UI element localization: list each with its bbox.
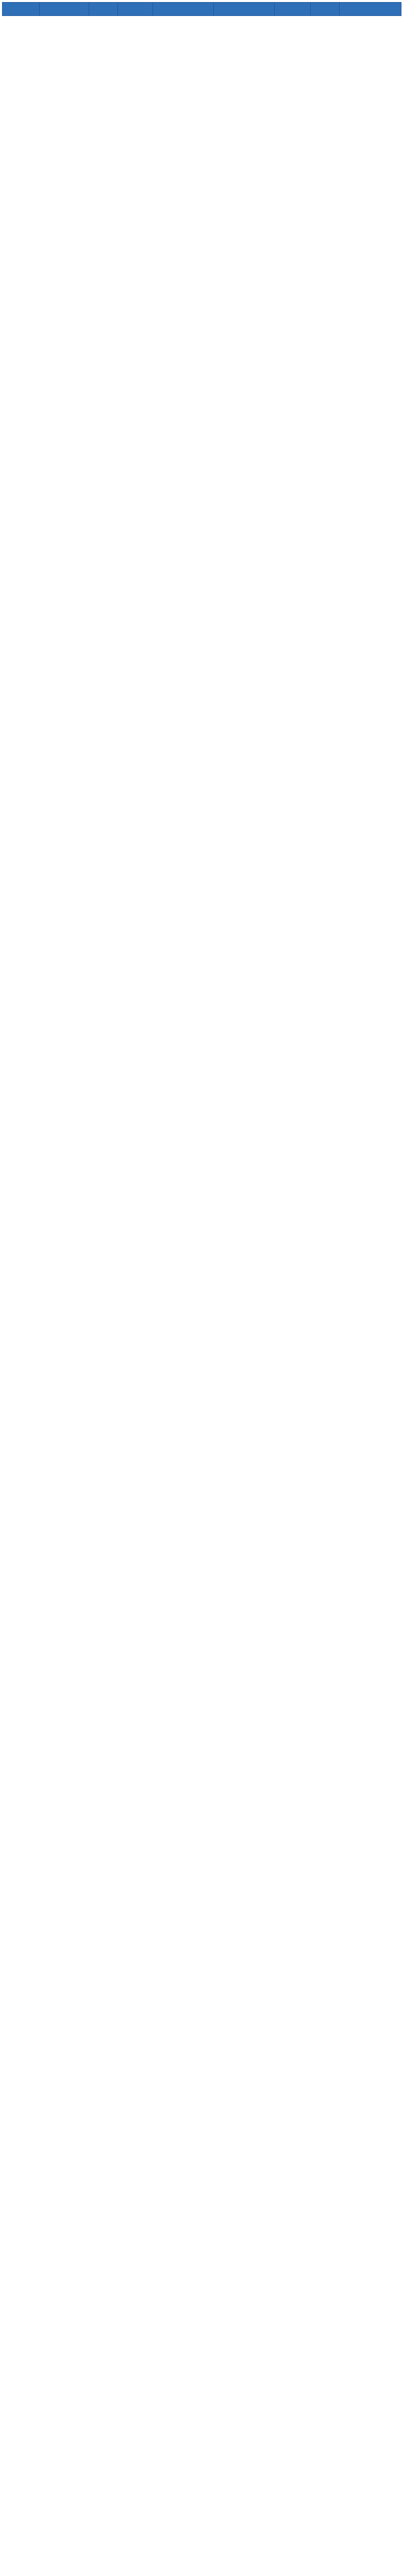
table-header-row — [3, 3, 401, 16]
column-header-7[interactable] — [311, 3, 340, 16]
column-header-3[interactable] — [118, 3, 153, 16]
column-header-5[interactable] — [214, 3, 275, 16]
column-header-8[interactable] — [340, 3, 401, 16]
column-header-6[interactable] — [275, 3, 311, 16]
column-header-4[interactable] — [153, 3, 214, 16]
column-header-0[interactable] — [3, 3, 40, 16]
column-header-1[interactable] — [40, 3, 89, 16]
column-header-2[interactable] — [89, 3, 118, 16]
product-table — [2, 2, 401, 16]
